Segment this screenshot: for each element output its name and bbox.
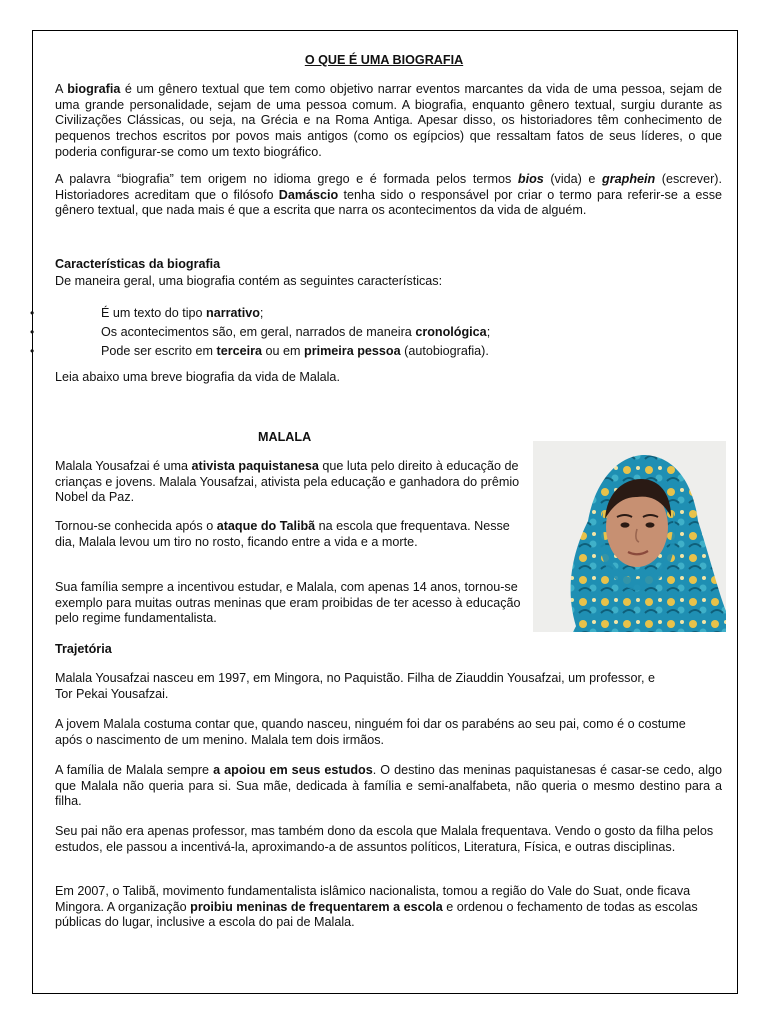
intro-paragraph-2: A palavra “biografia” tem origem no idioma grego e é formada pelos termos bios (vida) e graphein (escrever). Historiadores acreditam que o filósofo Damáscio tenha sido o responsável por criar o termo para referir-se a esse gênero textual, que nada mais é que a escrita que narra os acontecimentos da vida de alguém. (55, 172, 722, 218)
list-item: Pode ser escrito em terceira ou em primeira pessoa (autobiografia). (101, 344, 489, 358)
bullet-marker: • (30, 325, 35, 339)
trajetoria-paragraph-2: A jovem Malala costuma contar que, quando nasceu, ninguém foi dar os parabéns ao seu pai, como é o costume após o nascimento de um menino. Malala tem dois irmãos. (55, 717, 686, 747)
term-bios: bios (517, 172, 544, 186)
characteristics-heading: Características da biografia (55, 257, 221, 271)
malala-paragraph-3: Sua família sempre a incentivou estudar, e Malala, com apenas 14 anos, tornou-se exemplo para muitas outras meninas que eram proibidas de ter acesso à educação pelo regime fundamentalista. (55, 580, 521, 626)
trajetoria-heading: Trajetória (55, 642, 112, 656)
term-biografia: biografia (67, 82, 121, 96)
trajetoria-paragraph-4: Seu pai não era apenas professor, mas também dono da escola que Malala frequentava. Vendo o gosto da filha pelos estudos, ele passou a incentivá-la, aproximando-a de assuntos políticos, Literatura, Física, e outras disciplinas. (55, 824, 714, 854)
list-item: É um texto do tipo narrativo; (101, 306, 264, 320)
page-title: O QUE É UMA BIOGRAFIA (304, 53, 464, 67)
read-below-note: Leia abaixo uma breve biografia da vida de Malala. (55, 370, 340, 384)
bullet-marker: • (30, 344, 35, 358)
trajetoria-paragraph-5: Em 2007, o Talibã, movimento fundamentalista islâmico nacionalista, tomou a região do Vale do Suat, onde ficava Mingora. A organização proibiu meninas de frequentarem a escola e ordenou o fechamento de todas as escolas públicas do lugar, inclusive a escola do pai de Malala. (55, 884, 698, 930)
malala-paragraph-1: Malala Yousafzai é uma ativista paquistanesa que luta pelo direito à educação de crianças e jovens. Malala Yousafzai, ativista pela educação e ganhadora do prêmio Nobel da Paz. (55, 459, 520, 505)
characteristics-lead: De maneira geral, uma biografia contém as seguintes características: (55, 274, 443, 288)
trajetoria-paragraph-3: A família de Malala sempre a apoiou em seus estudos. O destino das meninas paquistanesas é casar-se cedo, algo que Malala não queria para si. Sua mãe, dedicada à família e semi-analfabeta, não queria o mesmo destino para a filha. (55, 763, 722, 809)
malala-paragraph-2: Tornou-se conhecida após o ataque do Talibã na escola que frequentava. Nesse dia, Malala levou um tiro no rosto, ficando entre a vida e a morte. (55, 519, 510, 549)
list-item: Os acontecimentos são, em geral, narrados de maneira cronológica; (101, 325, 491, 339)
term-graphein: graphein (602, 172, 656, 186)
malala-heading: MALALA (258, 430, 312, 444)
bullet-marker: • (30, 306, 35, 320)
malala-portrait-photo (533, 441, 726, 632)
intro-paragraph-1: A biografia é um gênero textual que tem como objetivo narrar eventos marcantes da vida de uma pessoa, sejam de uma grande personalidade, sejam de uma pessoa comum. A biografia, enquanto gênero textual, surgiu durante as Civilizações Clássicas, ou seja, na Grécia e na Roma Antiga. Apesar disso, os historiadores têm conhecimento de pequenos trechos escritos por povos mais antigos (como os egípcios) que ressaltam fatos de seus líderes, o que poderia configurar-se como um texto biográfico. (55, 82, 722, 159)
trajetoria-paragraph-1: Malala Yousafzai nasceu em 1997, em Mingora, no Paquistão. Filha de Ziauddin Yousafzai, um professor, e Tor Pekai Yousafzai. (55, 671, 655, 701)
term-damascio: Damáscio (278, 187, 339, 202)
